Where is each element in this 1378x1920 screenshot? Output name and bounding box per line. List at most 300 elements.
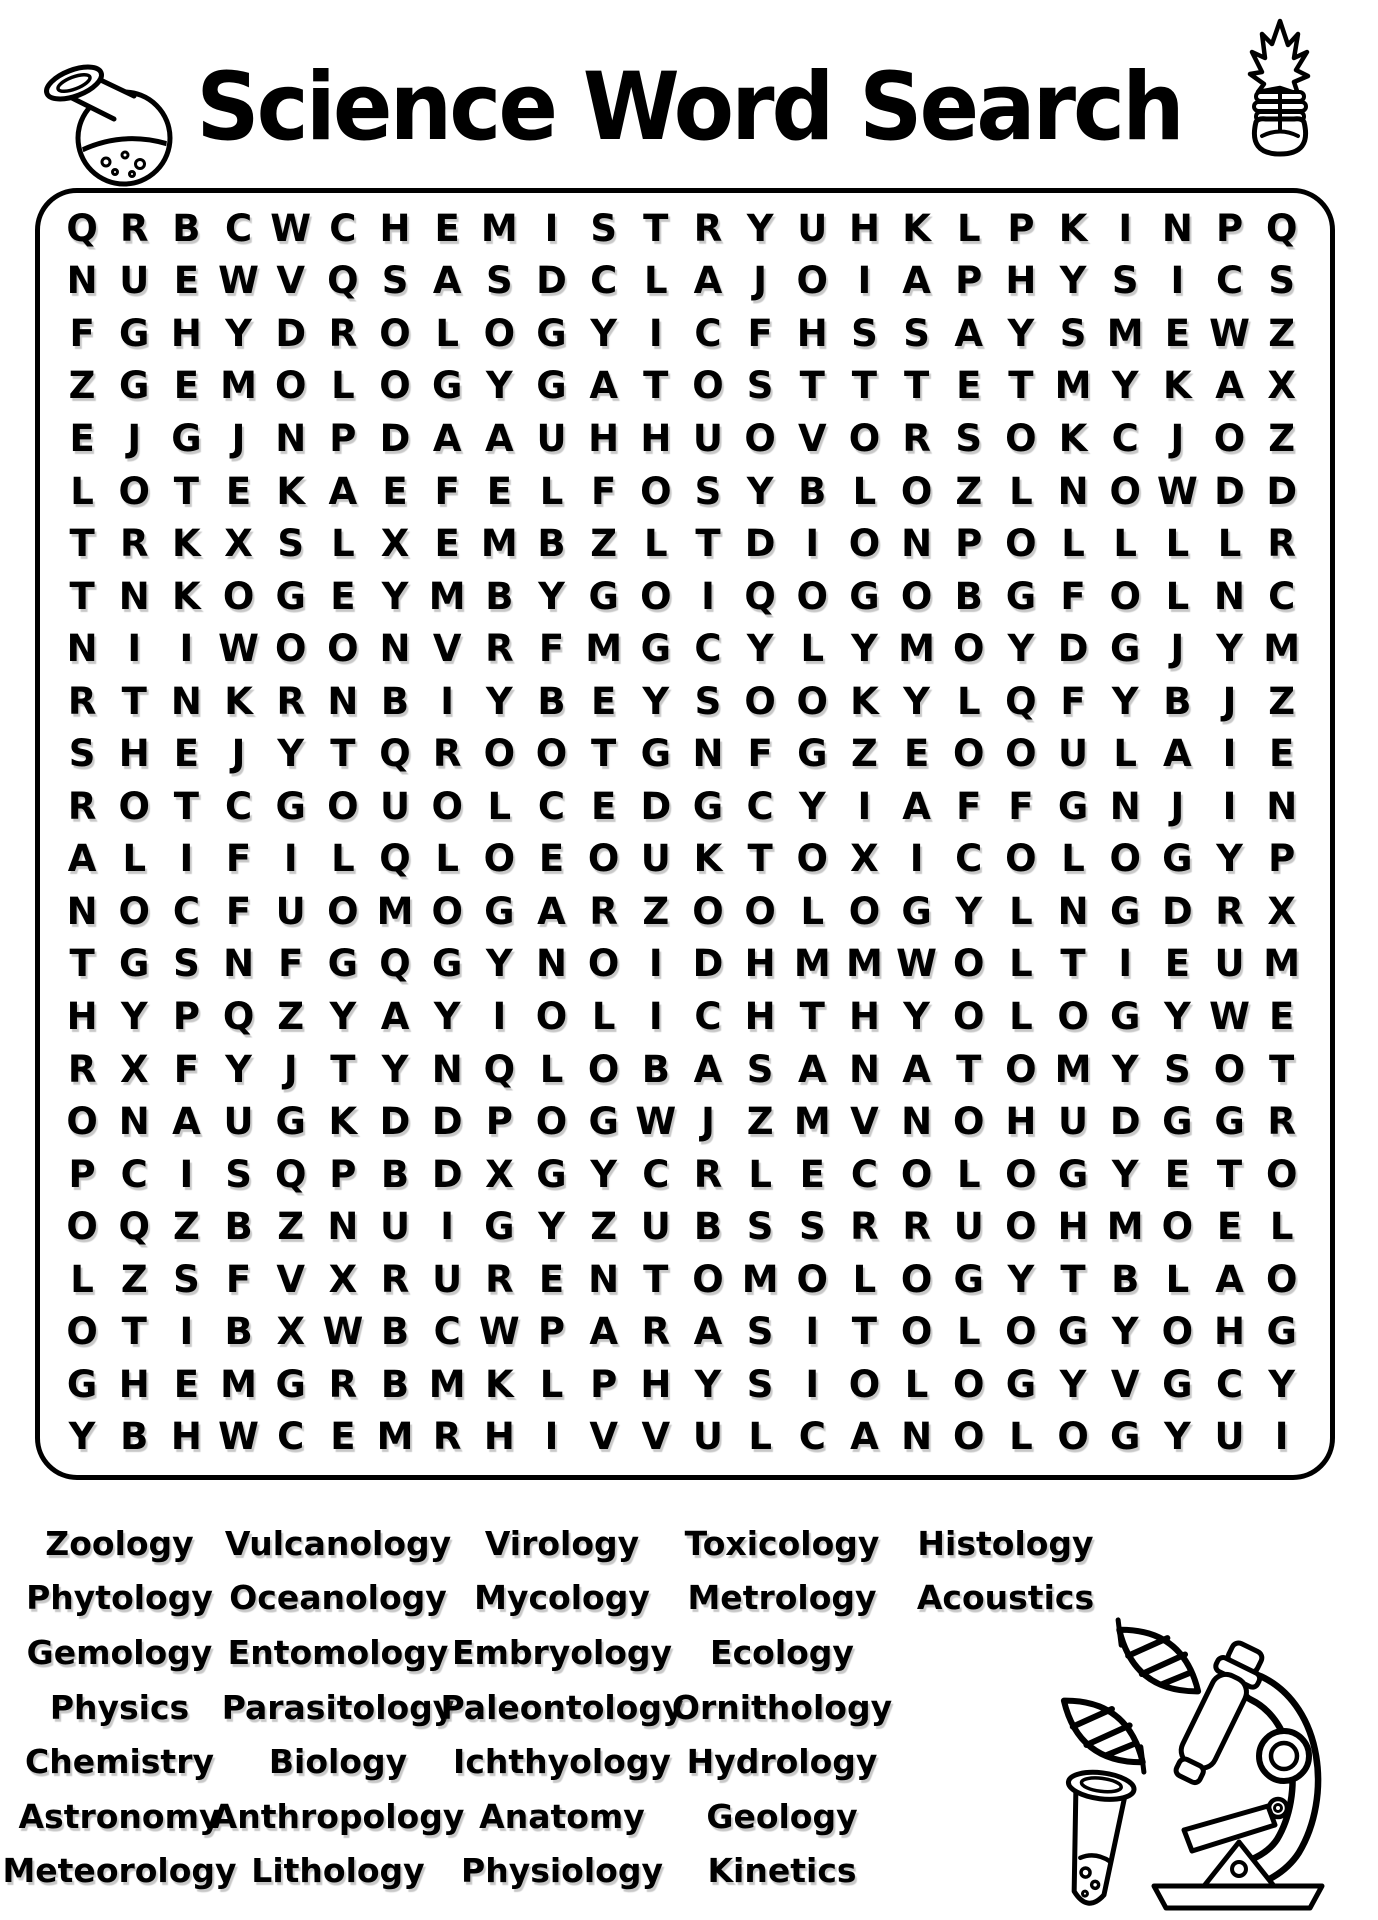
grid-cell: W (1209, 994, 1250, 1038)
grid-cell: S (694, 679, 722, 723)
grid-cell: G (327, 942, 359, 986)
grid-cell: G (1266, 1310, 1297, 1354)
grid-cell: G (1005, 1362, 1037, 1406)
grid-cell: A (1215, 1257, 1244, 1301)
grid-cell: Z (590, 1205, 618, 1249)
grid-cell: O (327, 889, 359, 933)
grid-cell: R (380, 1257, 410, 1301)
word-list-item: Meteorology (2, 1851, 237, 1891)
grid-cell: O (1005, 1310, 1037, 1354)
grid-cell: C (537, 784, 566, 828)
grid-cell: N (588, 1257, 620, 1301)
grid-cell: S (277, 522, 305, 566)
grid-cell: U (223, 1100, 254, 1144)
grid-cell: S (1059, 311, 1087, 355)
word-list-item: Acoustics (916, 1578, 1095, 1618)
grid-cell: H (796, 311, 828, 355)
grid-cell: T (173, 784, 200, 828)
word-list-item: Metrology (687, 1578, 877, 1618)
grid-cell: V (850, 1100, 879, 1144)
grid-cell: D (1057, 627, 1089, 671)
grid-cell: W (218, 1415, 259, 1459)
grid-cell: O (66, 1310, 98, 1354)
grid-cell: F (1060, 574, 1086, 618)
grid-cell: L (122, 837, 147, 881)
grid-cell: T (121, 1310, 147, 1354)
grid-cell: L (435, 837, 459, 881)
grid-cell: O (431, 784, 463, 828)
grid-cell: A (432, 416, 462, 460)
grid-cell: E (903, 732, 930, 776)
grid-cell: O (118, 889, 150, 933)
grid-cell: W (1209, 311, 1250, 355)
grid-cell: L (331, 364, 355, 408)
grid-cell: U (1058, 732, 1089, 776)
grid-cell: E (591, 679, 617, 723)
grid-cell: M (898, 627, 935, 671)
grid-cell: W (218, 627, 259, 671)
grid-cell: Q (379, 732, 411, 776)
grid-cell: O (535, 732, 568, 776)
word-list-item: Virology (484, 1523, 640, 1563)
grid-cell: N (536, 942, 567, 986)
grid-cell: M (376, 1415, 414, 1459)
grid-cell: O (900, 1257, 933, 1301)
grid-cell: Z (1268, 416, 1296, 460)
grid-cell: O (1161, 1205, 1194, 1249)
grid-cell: Y (1111, 1310, 1139, 1354)
grid-cell: I (857, 259, 872, 303)
grid-cell: T (1008, 364, 1034, 408)
grid-cell: L (1217, 522, 1242, 566)
grid-cell: E (69, 416, 95, 460)
grid-cell: C (1215, 259, 1244, 303)
grid-cell: Z (955, 469, 983, 513)
grid-cell: O (848, 1362, 881, 1406)
word-list-item: Ichthyology (453, 1742, 671, 1782)
grid-cell: C (329, 206, 357, 250)
grid-cell: O (587, 1047, 620, 1091)
grid-cell: Y (225, 311, 252, 355)
grid-cell: N (901, 522, 933, 566)
word-list-item: Lithology (251, 1851, 425, 1891)
grid-cell: A (589, 364, 618, 408)
grid-cell: O (796, 837, 828, 881)
grid-cell: F (278, 942, 304, 986)
grid-cell: O (692, 889, 724, 933)
grid-cell: L (435, 311, 459, 355)
grid-cell: B (537, 522, 566, 566)
grid-cell: L (956, 1152, 981, 1196)
grid-cell: M (1263, 942, 1301, 986)
grid-cell: G (275, 574, 306, 618)
grid-cell: O (1213, 416, 1246, 460)
grid-cell: I (909, 837, 924, 881)
grid-cell: C (694, 627, 722, 671)
grid-cell: S (746, 1205, 774, 1249)
grid-cell: V (797, 416, 827, 460)
grid-cell: I (544, 206, 559, 250)
grid-cell: O (535, 1100, 568, 1144)
grid-cell: I (805, 522, 820, 566)
grid-cell: H (848, 206, 880, 250)
grid-cell: T (121, 679, 147, 723)
grid-cell: Y (277, 732, 305, 776)
grid-cell: B (380, 1152, 410, 1196)
grid-cell: Q (327, 259, 359, 303)
grid-cell: M (585, 627, 623, 671)
grid-cell: Y (485, 364, 513, 408)
grid-cell: D (431, 1152, 463, 1196)
grid-cell: D (1266, 469, 1298, 513)
grid-cell: Q (483, 1047, 516, 1091)
grid-cell: I (283, 837, 298, 881)
grid-cell: C (694, 311, 722, 355)
grid-cell: S (173, 1257, 200, 1301)
grid-cell: A (693, 1047, 723, 1091)
grid-cell: O (483, 732, 516, 776)
grid-cell: Q (379, 942, 411, 986)
grid-cell: X (276, 1310, 305, 1354)
grid-cell: G (901, 889, 932, 933)
grid-cell: Y (1059, 259, 1087, 303)
grid-cell: L (800, 627, 825, 671)
grid-cell: B (380, 679, 410, 723)
grid-cell: E (486, 469, 512, 513)
grid-cell: N (1109, 784, 1141, 828)
grid-cell: T (69, 574, 95, 618)
grid-cell: T (903, 364, 930, 408)
grid-cell: V (589, 1415, 618, 1459)
grid-cell: W (896, 942, 937, 986)
grid-cell: A (380, 994, 410, 1038)
grid-cell: H (483, 1415, 515, 1459)
grid-cell: U (536, 416, 567, 460)
grid-cell: C (798, 1415, 826, 1459)
grid-cell: O (953, 994, 985, 1038)
grid-cell: Y (903, 679, 930, 723)
grid-cell: O (535, 994, 568, 1038)
grid-cell: Y (485, 679, 513, 723)
grid-cell: M (428, 574, 466, 618)
grid-cell: Y (903, 994, 930, 1038)
grid-cell: O (1005, 1205, 1037, 1249)
grid-cell: S (746, 1047, 774, 1091)
grid-cell: O (744, 889, 776, 933)
grid-cell: E (1164, 942, 1190, 986)
grid-cell: P (485, 1100, 513, 1144)
grid-cell: A (485, 416, 514, 460)
grid-cell: A (902, 1047, 931, 1091)
grid-cell: I (857, 784, 872, 828)
grid-cell: O (796, 1257, 828, 1301)
grid-cell: A (902, 784, 931, 828)
grid-cell: P (172, 994, 200, 1038)
grid-cell: Z (642, 889, 670, 933)
grid-cell: K (1058, 416, 1088, 460)
grid-cell: N (327, 679, 359, 723)
grid-cell: A (693, 1310, 723, 1354)
grid-cell: R (902, 416, 931, 460)
grid-cell: W (635, 1100, 677, 1144)
grid-cell: F (1060, 679, 1086, 723)
word-list-item: Ornithology (671, 1687, 893, 1727)
grid-cell: N (66, 259, 98, 303)
grid-cell: O (953, 1362, 985, 1406)
grid-cell: O (587, 837, 620, 881)
word-list-item: Astronomy (18, 1796, 221, 1836)
grid-cell: S (225, 1152, 252, 1196)
grid-cell: N (66, 627, 98, 671)
grid-cell: I (492, 994, 507, 1038)
grid-cell: L (1113, 522, 1137, 566)
grid-cell: O (327, 784, 359, 828)
grid-cell: X (224, 522, 253, 566)
grid-cell: G (431, 364, 463, 408)
grid-cell: A (328, 469, 358, 513)
grid-cell: L (904, 1362, 929, 1406)
grid-cell: L (591, 994, 616, 1038)
word-list-item: Toxicology (684, 1523, 880, 1563)
grid-cell: R (641, 1310, 671, 1354)
grid-cell: L (1165, 522, 1190, 566)
grid-cell: B (120, 1415, 149, 1459)
grid-cell: I (179, 1310, 194, 1354)
grid-cell: O (118, 784, 150, 828)
grid-cell: F (173, 1047, 200, 1091)
grid-cell: O (796, 259, 828, 303)
grid-cell: A (797, 1047, 827, 1091)
grid-cell: A (589, 1310, 618, 1354)
grid-cell: Y (381, 574, 409, 618)
grid-cell: V (276, 1257, 306, 1301)
grid-cell: Q (1005, 679, 1037, 723)
word-list-item: Oceanology (229, 1578, 447, 1618)
grid-cell: R (119, 522, 149, 566)
grid-cell: L (956, 679, 981, 723)
grid-cell: N (170, 679, 202, 723)
grid-cell: M (1054, 364, 1092, 408)
grid-cell: U (953, 1205, 984, 1249)
grid-cell: G (484, 1205, 515, 1249)
grid-cell: P (537, 1310, 566, 1354)
grid-cell: E (1269, 994, 1295, 1038)
grid-cell: M (428, 1362, 466, 1406)
grid-cell: F (434, 469, 460, 513)
grid-cell: L (539, 1047, 564, 1091)
grid-cell: K (276, 469, 306, 513)
grid-cell: P (1268, 837, 1296, 881)
grid-cell: Y (1007, 1257, 1035, 1301)
grid-cell: I (440, 1205, 455, 1249)
grid-cell: Y (433, 994, 461, 1038)
grid-cell: M (741, 1257, 779, 1301)
grid-cell: J (231, 416, 246, 460)
grid-cell: Y (694, 1362, 722, 1406)
grid-cell: U (692, 416, 723, 460)
grid-cell: L (1113, 732, 1137, 776)
grid-cell: G (536, 364, 567, 408)
grid-cell: H (1214, 1310, 1245, 1354)
grid-cell: I (701, 574, 715, 618)
grid-cell: Y (590, 1152, 618, 1196)
grid-cell: G (1162, 1362, 1193, 1406)
grid-cell: Q (222, 994, 255, 1038)
grid-cell: T (173, 469, 200, 513)
grid-cell: C (1215, 1362, 1244, 1406)
grid-cell: Z (746, 1100, 774, 1144)
grid-cell: H (66, 994, 98, 1038)
grid-cell: D (431, 1100, 463, 1144)
grid-cell: O (1161, 1310, 1194, 1354)
grid-cell: A (850, 1415, 879, 1459)
grid-cell: K (484, 1362, 514, 1406)
grid-cell: R (1267, 522, 1296, 566)
grid-cell: N (1214, 574, 1245, 618)
grid-cell: E (330, 1415, 356, 1459)
grid-cell: O (1057, 994, 1089, 1038)
grid-cell: S (694, 469, 722, 513)
grid-cell: I (1118, 942, 1133, 986)
grid-cell: Y (1111, 1047, 1139, 1091)
grid-cell: E (1269, 732, 1295, 776)
grid-cell: F (747, 732, 773, 776)
microscope-icon (1138, 1636, 1338, 1920)
grid-cell: H (744, 994, 776, 1038)
burner-flame-icon (1210, 18, 1350, 162)
grid-cell: F (538, 627, 565, 671)
grid-cell: E (956, 364, 982, 408)
grid-cell: G (953, 1257, 984, 1301)
grid-cell: Y (329, 994, 357, 1038)
grid-cell: G (1110, 889, 1141, 933)
grid-cell: T (330, 1047, 356, 1091)
grid-cell: L (852, 469, 877, 513)
grid-cell: B (693, 1205, 723, 1249)
grid-cell: J (701, 1100, 715, 1144)
grid-cell: T (1216, 1152, 1243, 1196)
word-list-item: Zoology (45, 1523, 194, 1563)
grid-cell: O (1109, 469, 1141, 513)
grid-cell: Q (118, 1205, 150, 1249)
grid-cell: S (1111, 259, 1139, 303)
grid-cell: Y (642, 679, 670, 723)
grid-cell: K (224, 679, 253, 723)
word-list-item: Vulcanology (224, 1523, 452, 1563)
grid-cell: Z (1268, 311, 1296, 355)
grid-cell: F (225, 837, 252, 881)
grid-cell: L (852, 1257, 877, 1301)
grid-cell: H (170, 1415, 202, 1459)
grid-cell: W (1156, 469, 1198, 513)
grid-cell: C (433, 1310, 461, 1354)
grid-cell: A (902, 259, 931, 303)
grid-cell: O (274, 627, 307, 671)
grid-cell: G (1110, 994, 1141, 1038)
grid-cell: S (746, 364, 774, 408)
grid-cell: O (953, 1415, 985, 1459)
grid-cell: O (1109, 837, 1141, 881)
grid-cell: O (848, 522, 881, 566)
grid-cell: M (220, 364, 257, 408)
grid-cell: Q (66, 206, 98, 250)
grid-cell: E (173, 364, 200, 408)
grid-cell: T (1060, 1257, 1086, 1301)
grid-cell: I (805, 1362, 820, 1406)
grid-cell: L (644, 522, 668, 566)
word-list-item: Chemistry (25, 1742, 214, 1782)
grid-cell: O (848, 416, 881, 460)
grid-cell: Q (744, 574, 776, 618)
grid-cell: O (379, 364, 411, 408)
grid-cell: Y (1216, 837, 1243, 881)
word-list-item: Embryology (451, 1632, 673, 1672)
grid-cell: O (587, 942, 620, 986)
grid-cell: B (1111, 1257, 1140, 1301)
grid-cell: R (432, 732, 462, 776)
grid-cell: N (1057, 889, 1089, 933)
grid-cell: N (431, 1047, 463, 1091)
word-list-item: Anatomy (479, 1796, 645, 1836)
grid-cell: X (1267, 889, 1296, 933)
grid-cell: A (432, 259, 462, 303)
grid-cell: L (800, 889, 825, 933)
grid-cell: R (1267, 1100, 1296, 1144)
grid-cell: C (746, 784, 774, 828)
grid-cell: O (1213, 1047, 1246, 1091)
grid-cell: S (486, 259, 513, 303)
grid-cell: P (1007, 206, 1035, 250)
grid-cell: A (1215, 364, 1244, 408)
grid-cell: Y (1059, 1362, 1087, 1406)
grid-cell: Y (120, 994, 148, 1038)
word-list-item: Geology (706, 1796, 858, 1836)
grid-cell: R (432, 1415, 462, 1459)
grid-cell: Y (68, 1415, 96, 1459)
grid-cell: G (431, 942, 463, 986)
grid-cell: N (223, 942, 255, 986)
grid-cell: T (591, 732, 617, 776)
grid-cell: W (478, 1310, 520, 1354)
page-title: Science Word Search (196, 52, 1182, 162)
grid-cell: G (484, 889, 515, 933)
grid-cell: G (1057, 784, 1089, 828)
grid-cell: A (1163, 732, 1192, 776)
grid-cell: O (1005, 522, 1037, 566)
grid-cell: E (799, 1152, 825, 1196)
grid-cell: Y (798, 784, 826, 828)
grid-cell: B (798, 469, 827, 513)
grid-cell: O (379, 311, 411, 355)
grid-cell: E (538, 837, 565, 881)
grid-cell: R (67, 679, 97, 723)
grid-cell: G (588, 574, 619, 618)
grid-cell: N (275, 416, 307, 460)
grid-cell: L (331, 522, 355, 566)
grid-cell: P (1215, 206, 1244, 250)
grid-cell: K (172, 522, 201, 566)
grid-cell: D (744, 522, 776, 566)
grid-cell: B (537, 679, 566, 723)
grid-cell: U (640, 837, 671, 881)
grid-cell: L (539, 469, 564, 513)
grid-cell: B (954, 574, 983, 618)
grid-cell: J (1222, 679, 1237, 723)
grid-cell: G (1110, 1415, 1141, 1459)
grid-cell: Y (538, 574, 565, 618)
grid-cell: T (1060, 942, 1086, 986)
grid-cell: C (590, 259, 618, 303)
